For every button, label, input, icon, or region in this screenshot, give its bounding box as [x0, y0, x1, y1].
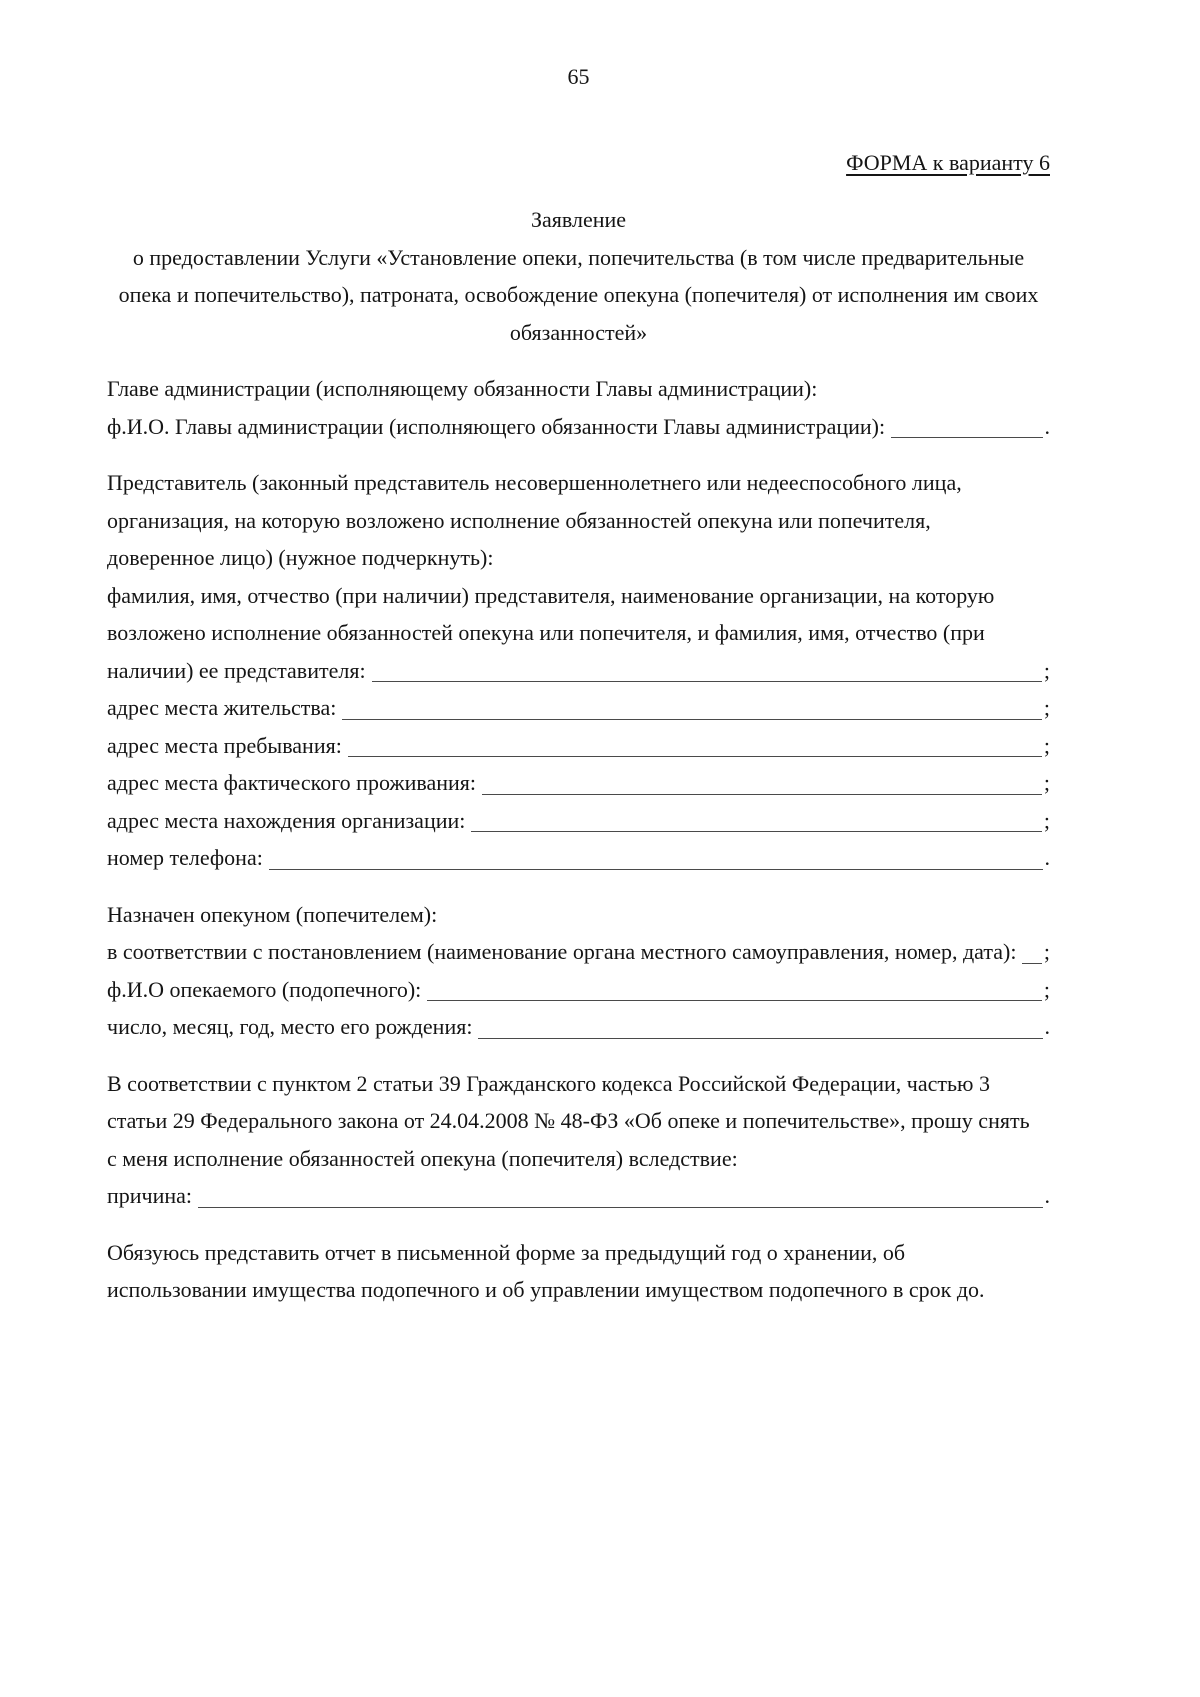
- request-text-line: В соответствии с пунктом 2 статьи 39 Гражданского кодекса Российской Федерации, частью 3: [107, 1070, 990, 1096]
- field-blank-line: [478, 1008, 1042, 1039]
- representative-section: [107, 464, 1050, 877]
- document-subtitle: о предоставлении Услуги «Установление опеки, попечительства (в том числе предварительные опека и попечительство), патроната, освобождение опекуна (попечителя) от исполнения им своих обязанностей»: [118, 244, 1039, 345]
- resolution-field: [107, 933, 1050, 971]
- representative-name-label-line: возложено исполнение обязанностей опекуна или попечителя, и фамилия, имя, отчество (при: [107, 620, 985, 645]
- field-terminator: ;: [1043, 732, 1050, 758]
- representative-name-label-line: фамилия, имя, отчество (при наличии) представителя, наименование организации, на которую: [107, 582, 995, 608]
- field-blank-line: [891, 408, 1042, 439]
- field-label: причина:: [107, 1183, 193, 1208]
- field-label: адрес места пребывания:: [107, 732, 342, 758]
- field-label: в соответствии с постановлением (наименование органа местного самоуправления, номер, дата):: [107, 939, 1017, 964]
- request-section: [107, 1065, 1050, 1215]
- field-terminator: ;: [1043, 807, 1050, 833]
- field-terminator: ;: [1043, 939, 1050, 964]
- field-terminator: ;: [1043, 657, 1050, 683]
- appointment-heading: Назначен опекуном (попечителем):: [107, 901, 438, 927]
- request-text-line: статьи 29 Федерального закона от 24.04.2008 № 48-ФЗ «Об опеке и попечительстве», прошу снять: [107, 1108, 1030, 1133]
- field-terminator: ;: [1043, 695, 1050, 720]
- representative-name-field: [107, 652, 1050, 690]
- field-terminator: .: [1044, 413, 1050, 439]
- field-terminator: ;: [1043, 976, 1050, 1002]
- stay-address-field: [107, 727, 1050, 765]
- representative-intro-line: организация, на которую возложено исполнение обязанностей опекуна или попечителя,: [107, 507, 931, 533]
- field-label: число, месяц, год, место его рождения:: [107, 1014, 473, 1039]
- field-label: ф.И.О. Главы администрации (исполняющего обязанности Главы администрации):: [107, 413, 886, 439]
- phone-number-field: [107, 839, 1050, 877]
- field-terminator: .: [1044, 845, 1050, 870]
- field-blank-line: [372, 652, 1042, 683]
- field-label: адрес места фактического проживания:: [107, 770, 477, 795]
- representative-intro-line: доверенное лицо) (нужное подчеркнуть):: [107, 545, 494, 570]
- field-blank-line: [348, 727, 1042, 758]
- field-label: ф.И.О опекаемого (подопечного):: [107, 976, 422, 1002]
- field-terminator: .: [1044, 1183, 1050, 1208]
- addressee-heading: Главе администрации (исполняющему обязанности Главы администрации):: [107, 376, 818, 401]
- field-blank-line: [427, 971, 1042, 1002]
- appointment-section: [107, 896, 1050, 1046]
- page-number: 65: [567, 64, 590, 89]
- field-blank-line: [482, 764, 1042, 795]
- field-label: адрес места нахождения организации:: [107, 807, 466, 833]
- form-variant-label: ФОРМА к варианту 6: [846, 149, 1050, 175]
- ward-fio-field: [107, 971, 1050, 1009]
- field-blank-line: [471, 802, 1041, 833]
- field-blank-line: [198, 1177, 1042, 1208]
- addressee-section: [107, 370, 1050, 445]
- organization-address-field: [107, 802, 1050, 840]
- document-title: Заявление: [530, 207, 627, 232]
- birth-date-place-field: [107, 1008, 1050, 1046]
- actual-address-field: [107, 764, 1050, 802]
- residence-address-field: [107, 689, 1050, 727]
- field-label: номер телефона:: [107, 845, 263, 870]
- obligation-text-line: Обязуюсь представить отчет в письменной форме за предыдущий год о хранении, об: [107, 1239, 906, 1265]
- field-blank-line: [1022, 933, 1041, 964]
- field-label: наличии) ее представителя:: [107, 657, 366, 683]
- obligation-text-line: использовании имущества подопечного и об управлении имуществом подопечного в срок до.: [107, 1277, 985, 1302]
- request-text-line: с меня исполнение обязанностей опекуна (попечителя) вследствие:: [107, 1145, 738, 1171]
- obligation-section: [107, 1234, 1050, 1309]
- field-label: адрес места жительства:: [107, 695, 337, 720]
- field-blank-line: [269, 839, 1043, 870]
- representative-intro-line: Представитель (законный представитель несовершеннолетнего или недееспособного лица,: [107, 470, 962, 495]
- head-fio-field: [107, 408, 1050, 446]
- field-terminator: ;: [1043, 770, 1050, 795]
- field-terminator: .: [1044, 1014, 1050, 1039]
- reason-field: [107, 1177, 1050, 1215]
- field-blank-line: [342, 689, 1041, 720]
